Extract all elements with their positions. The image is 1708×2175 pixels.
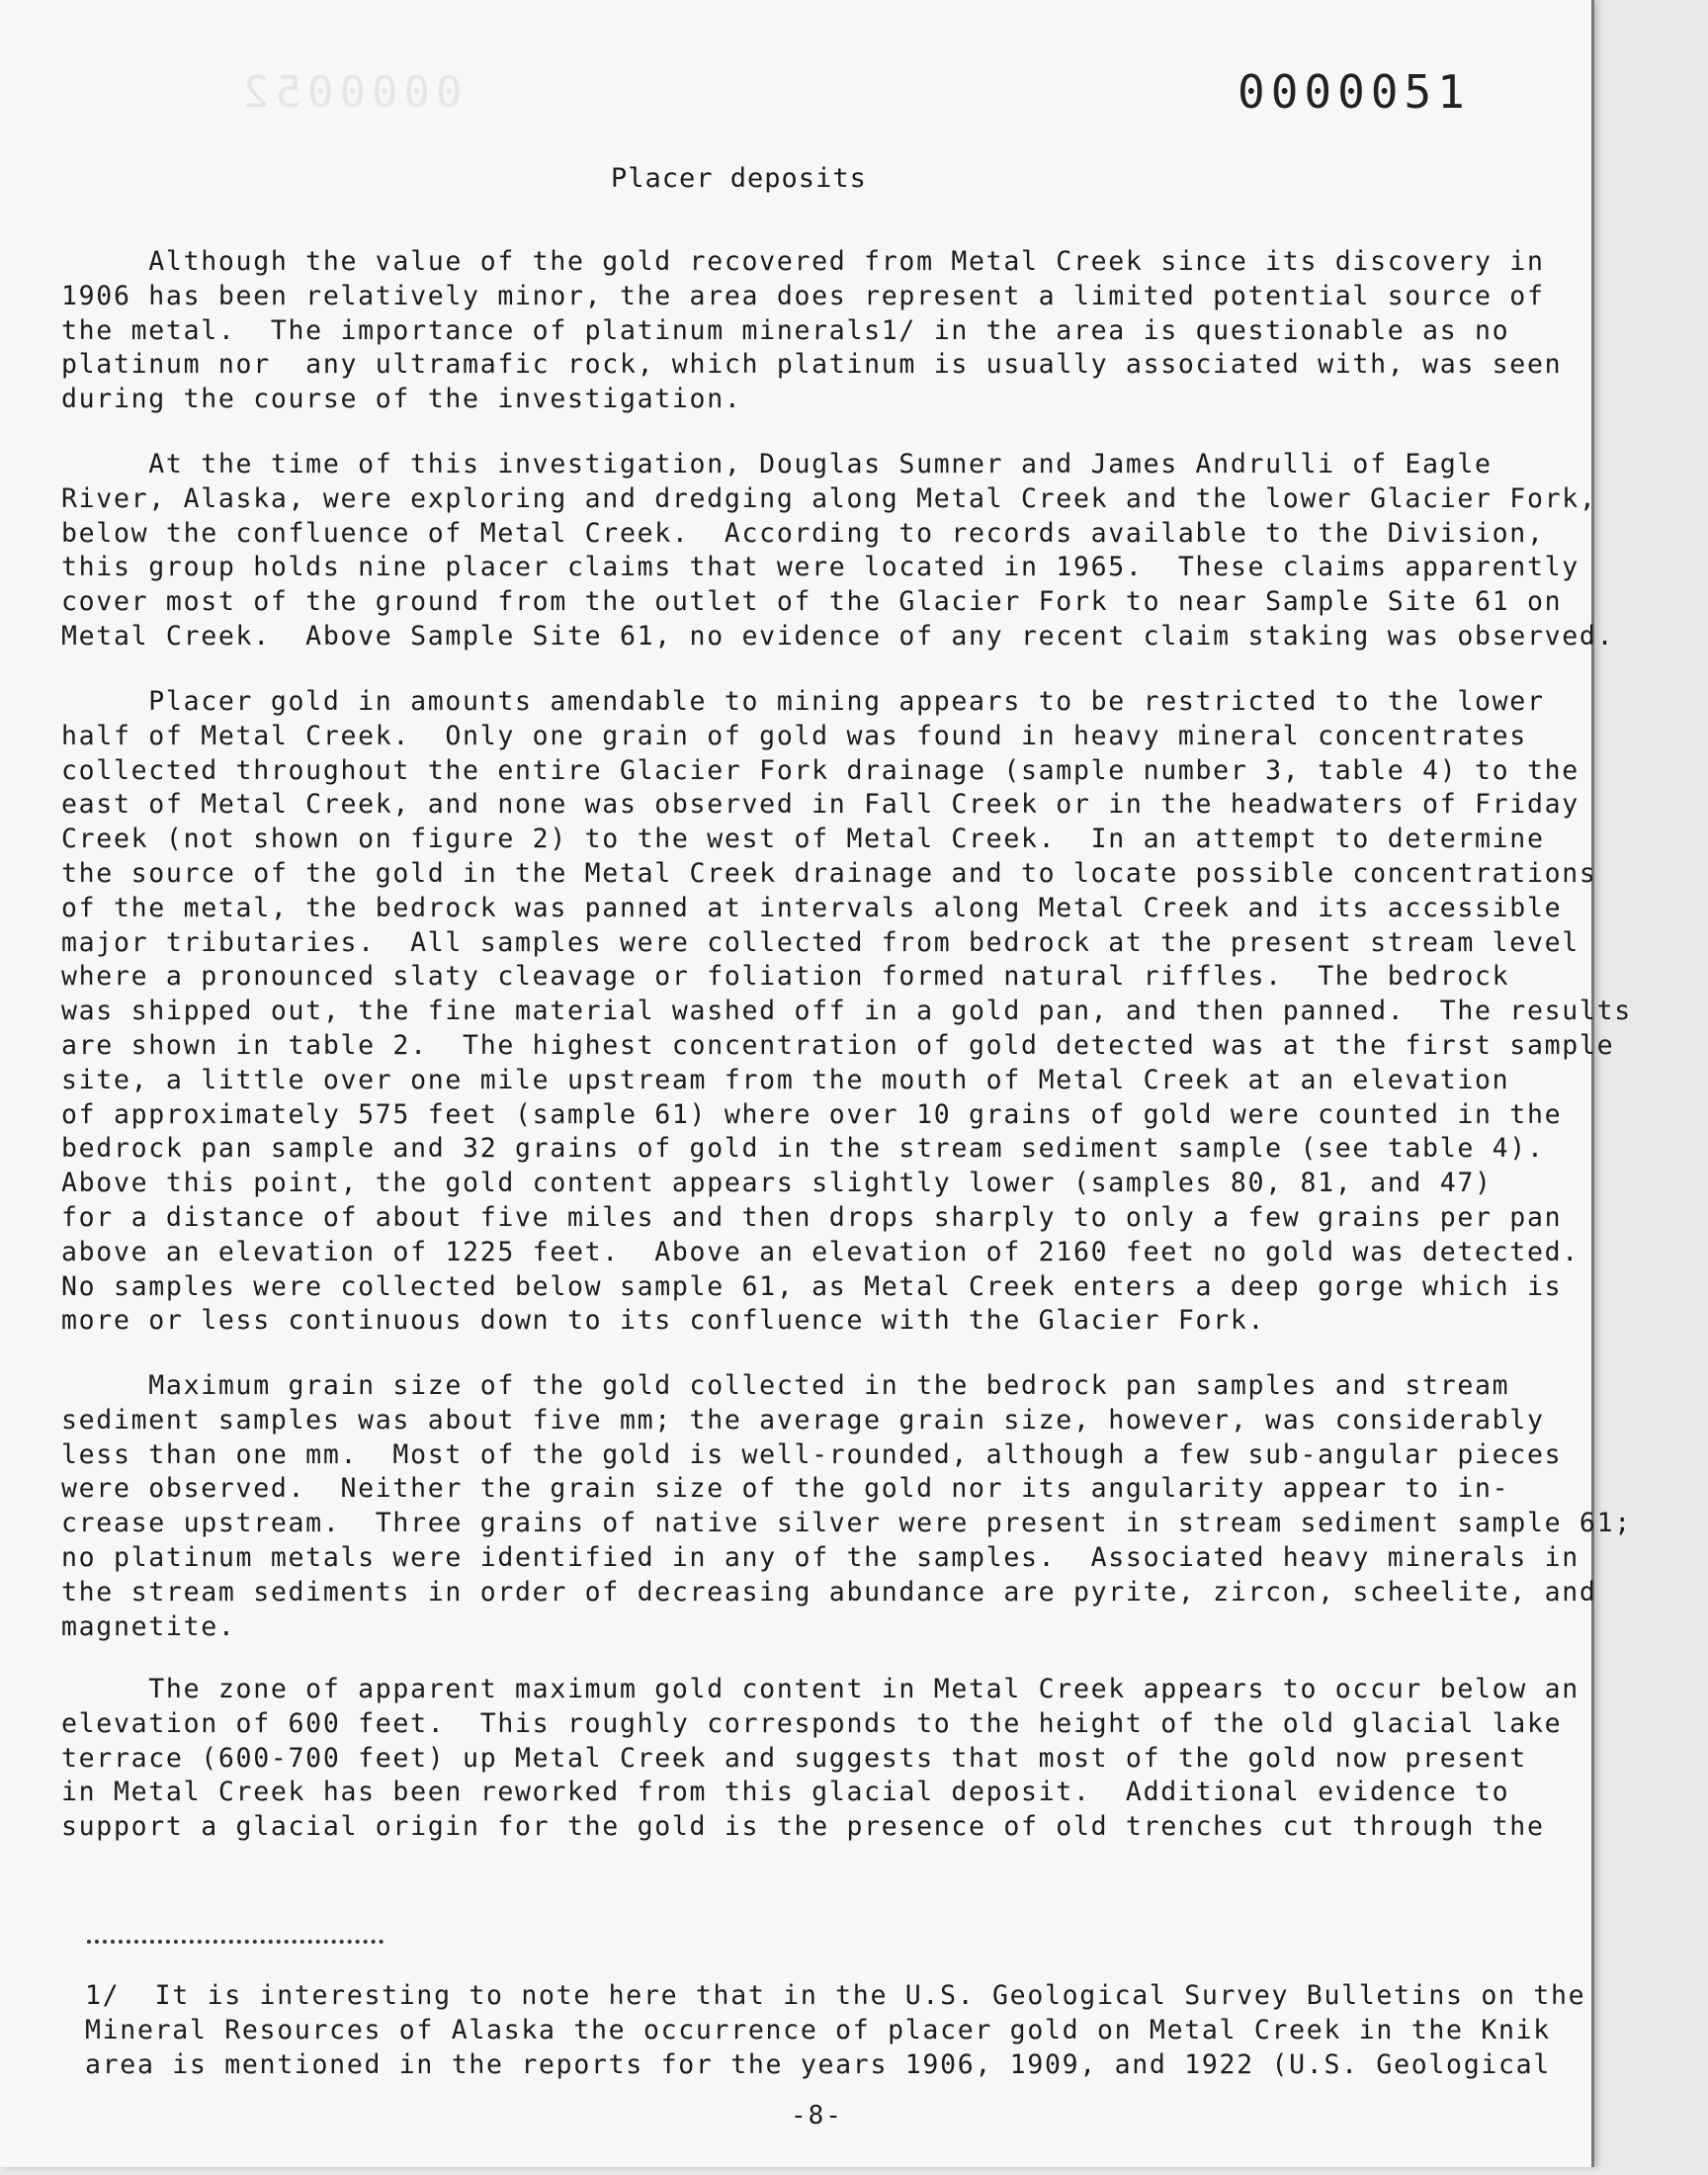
section-title: Placer deposits — [611, 163, 867, 194]
document-number: 0000051 — [1238, 65, 1471, 119]
paragraph-4: Maximum grain size of the gold collected in the bedrock pan samples and stream sediment samples was about five mm; the average grain size, however, was considerably less than one mm. Most of the gold is well-rounded, although a few sub-angular pieces were observed. Neither the grain size of the gold nor its angularity appear to in- crease upstream. Three grains of native silver were present in stream sediment sample 61; no platinum metals were identified in any of the samples. Associated heavy minerals in the stream sediments in order of decreasing abundance are pyrite, zircon, scheelite, and magnetite. — [61, 1370, 1632, 1642]
footnote-divider — [87, 1940, 384, 1944]
paragraph-2: At the time of this investigation, Douglas Sumner and James Andrulli of Eagle River, Alaska, were exploring and dredging along Metal Creek and the lower Glacier Fork, below the confluence of Metal Creek. According to records available to the Division, this group holds nine placer claims that were located in 1965. These claims apparently cover most of the ground from the outlet of the Glacier Fork to near Sample Site 61 on Metal Creek. Above Sample Site 61, no evidence of any recent claim staking was observed. — [61, 449, 1615, 652]
paragraph-5: The zone of apparent maximum gold content in Metal Creek appears to occur below an elevation of 600 feet. This roughly corresponds to the height of the old glacial lake terrace (600-700 feet) up Metal Creek and suggests that most of the gold now present in Metal Creek has been reworked from this glacial deposit. Additional evidence to support a glacial origin for the gold is the presence of old trenches cut through the — [61, 1674, 1580, 1843]
footnote: 1/ It is interesting to note here that in the U.S. Geological Survey Bulletins on the Mineral Resources of Alaska the occurrence of placer gold on Metal Creek in the Knik area is mentioned in the reports for the years 1906, 1909, and 1922 (U.S. Geological — [85, 1980, 1586, 2080]
paragraph-3: Placer gold in amounts amendable to mining appears to be restricted to the lower half of Metal Creek. Only one grain of gold was found in heavy mineral concentrates collected throughout the entire Glacier Fork drainage (sample number 3, table 4) to the east of Metal Creek, and none was observed in Fall Creek or in the headwaters of Friday Creek (not shown on figure 2) to the west of Metal Creek. In an attempt to determine the source of the gold in the Metal Creek drainage and to locate possible concentrations of the metal, the bedrock was panned at intervals along Metal Creek and its accessible major tributaries. All samples were collected from bedrock at the present stream level where a pronounced slaty cleavage or foliation formed natural riffles. The bedrock was shipped out, the fine material washed off in a gold pan, and then panned. The results are shown in table 2. The highest concentration of gold detected was at the first sample site, a little over one mile upstream from the mouth of Metal Creek at an elevation of approximately 575 feet (sample 61) where over 10 grains of gold were counted in the bedrock pan sample and 32 grains of gold in the stream sediment sample (see table 4). Above this point, the gold content appears slightly lower (samples 80, 81, and 47) for a distance of about five miles and then drops sharply to only a few grains per pan above an elevation of 1225 feet. Above an elevation of 2160 feet no gold was detected. No samples were collected below sample 61, as Metal Creek enters a deep gorge which is more or less continuous down to its confluence with the Glacier Fork. — [61, 686, 1632, 1337]
bleed-through-number: 0000052 — [237, 67, 463, 118]
page-number: -8- — [791, 2101, 843, 2131]
paragraph-1: Although the value of the gold recovered from Metal Creek since its discovery in 1906 has been relatively minor, the area does represent a limited potential source of the metal. The importance of platinum minerals1/ in the area is questionable as no platinum nor any ultramafic rock, which platinum is usually associated with, was seen during the course of the investigation. — [61, 246, 1563, 415]
